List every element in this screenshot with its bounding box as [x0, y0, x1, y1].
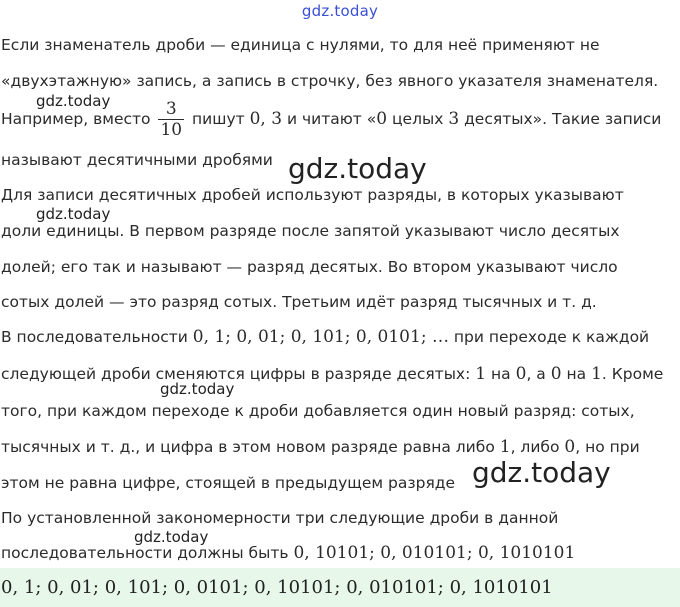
text: , а — [526, 365, 546, 383]
math: 0 — [376, 109, 388, 129]
watermark: gdz.today — [134, 528, 209, 546]
watermark: gdz.today — [160, 380, 235, 398]
watermark: gdz.today — [472, 456, 611, 489]
math: 0, 10101; 0, 010101; 0, 1010101 — [293, 543, 576, 563]
math: 3 — [448, 109, 460, 129]
text-line: Для записи десятичных дробей используют разряды, в которых указывают — [1, 186, 624, 204]
text: десятых». Такие записи — [464, 110, 662, 128]
text-line: этом не равна цифре, стоящей в предыдущем разряде — [1, 474, 456, 492]
fraction-numerator: 3 — [158, 99, 184, 120]
text: пишут — [192, 110, 245, 128]
math: 0, 3 — [249, 109, 283, 129]
fraction — [158, 99, 184, 140]
text-line: Если знаменатель дроби — единица с нулями, то для неё применяют не — [1, 36, 600, 54]
text: и читают « — [286, 110, 377, 128]
math: 0, 1; 0, 01; 0, 101; 0, 0101; … — [192, 327, 449, 347]
text-line: долей; его так и называют — разряд десятых. Во втором указывают число — [1, 258, 618, 276]
text: , либо — [510, 438, 560, 456]
text: при переходе к каждой — [453, 328, 650, 346]
text-line-fraction — [1, 97, 661, 141]
math: 1 — [499, 437, 511, 457]
text-line — [1, 327, 649, 347]
fraction-denominator: 10 — [160, 120, 183, 140]
text: целых — [391, 110, 444, 128]
watermark: gdz.today — [288, 152, 427, 185]
text: следующей дроби сменяются цифры в разряде десятых: — [1, 365, 471, 383]
watermark: gdz.today — [36, 92, 111, 110]
watermark: gdz.today — [36, 205, 111, 223]
math: 0 — [515, 364, 527, 384]
math: 1 — [591, 364, 602, 384]
watermark-top: gdz.today — [301, 2, 379, 20]
answer-text: 0, 1; 0, 01; 0, 101; 0, 0101; 0, 10101; 0, 010101; 0, 1010101 — [1, 577, 553, 598]
text-line: сотых долей — это разряд сотых. Третьим идёт разряд тысячных и т. д. — [1, 293, 597, 311]
text-line — [1, 437, 640, 457]
text-line: По установленной закономерности три следующие дроби в данной — [1, 509, 559, 527]
text-line — [1, 543, 575, 563]
text: В последовательности — [1, 328, 188, 346]
text: на — [491, 365, 511, 383]
answer-box — [0, 568, 680, 607]
text: Например, вместо — [1, 110, 151, 128]
text-line — [1, 364, 663, 384]
text-line: называют десятичными дробями — [1, 151, 273, 169]
text: , но при — [575, 438, 640, 456]
text-line: доли единицы. В первом разряде после запятой указывают число десятых — [1, 222, 620, 240]
text-line: того, при каждом переходе к дроби добавляется один новый разряд: сотых, — [1, 402, 635, 420]
text: на — [566, 365, 587, 383]
math: 1 — [475, 364, 487, 384]
text: последовательности должны быть — [1, 544, 289, 562]
math: 0 — [550, 364, 562, 384]
text: . Кроме — [601, 365, 664, 383]
text-line: «двухэтажную» запись, а запись в строчку, без явного указателя знаменателя. — [1, 72, 659, 90]
math: 0 — [564, 437, 576, 457]
text: тысячных и т. д., и цифра в этом новом разряде равна либо — [1, 438, 495, 456]
